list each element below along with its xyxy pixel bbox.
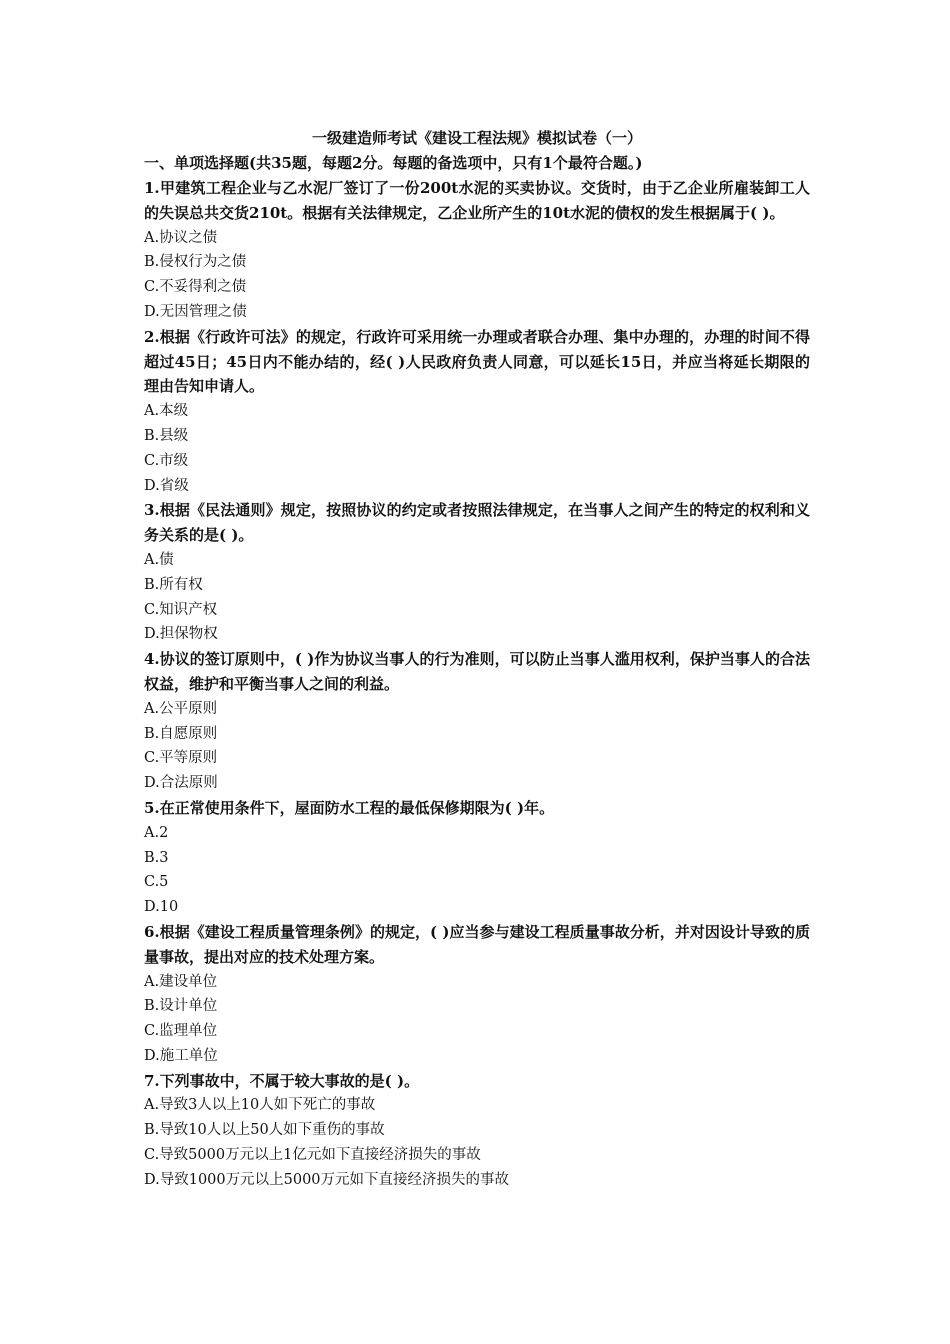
option-a: A.公平原则 — [144, 700, 218, 717]
question-stem: 6.根据《建设工程质量管理条例》的规定，( )应当参与建设工程质量事故分析，并对因设计导致的质量事故，提出对应的技术处理方案。 — [144, 922, 810, 966]
option-a: A.协议之债 — [144, 229, 218, 246]
option-b: B.所有权 — [144, 576, 203, 593]
question-stem: 1.甲建筑工程企业与乙水泥厂签订了一份200t水泥的买卖协议。交货时，由于乙企业所雇装卸工人的失误总共交货210t。根据有关法律规定，乙企业所产生的10t水泥的债权的发生根据属于( )。 — [144, 179, 810, 222]
option-d: D.10 — [144, 899, 179, 916]
option-c: C.监理单位 — [144, 1023, 218, 1040]
option-b: B.县级 — [144, 427, 189, 444]
option-c: C.5 — [144, 874, 169, 891]
option-c: C.平等原则 — [144, 750, 218, 767]
option-d: D.导致1000万元以上5000万元如下直接经济损失的事故 — [144, 1171, 510, 1188]
page-title: 一级建造师考试《建设工程法规》模拟试卷（一） — [311, 129, 642, 147]
option-c: C.不妥得利之债 — [144, 279, 247, 296]
option-d: D.省级 — [144, 477, 189, 494]
option-b: B.导致10人以上50人如下重伤的事故 — [144, 1122, 385, 1139]
question-7 — [144, 1069, 810, 1193]
section-heading: 一、单项选择题(共35题，每题2分。每题的备选项中，只有1个最符合题。) — [144, 154, 643, 172]
question-4 — [144, 647, 810, 796]
question-stem: 3.根据《民法通则》规定，按照协议的约定或者按照法律规定，在当事人之间产生的特定的权利和义务关系的是( )。 — [144, 501, 810, 545]
question-stem: 2.根据《行政许可法》的规定，行政许可采用统一办理或者联合办理、集中办理的，办理的时间不得超过45日；45日内不能办结的，经( )人民政府负责人同意，可以延长15日，并应当将延长期限的理由告知申请人。 — [144, 327, 810, 396]
option-b: B.设计单位 — [144, 998, 218, 1015]
question-stem: 5.在正常使用条件下，屋面防水工程的最低保修期限为( )年。 — [144, 798, 555, 817]
option-a: A.本级 — [144, 403, 189, 420]
option-d: D.施工单位 — [144, 1047, 218, 1064]
option-c: C.知识产权 — [144, 601, 218, 618]
option-c: C.市级 — [144, 452, 189, 469]
option-b: B.自愿原则 — [144, 725, 218, 742]
option-d: D.无因管理之债 — [144, 303, 247, 320]
document-content — [144, 126, 810, 1193]
option-a: A.导致3人以上10人如下死亡的事故 — [144, 1097, 376, 1114]
question-6 — [144, 920, 810, 1069]
option-a: A.建设单位 — [144, 973, 218, 990]
option-b: B.侵权行为之债 — [144, 254, 247, 271]
question-3 — [144, 498, 810, 647]
option-d: D.担保物权 — [144, 626, 218, 643]
option-a: A.2 — [144, 824, 169, 841]
option-b: B.3 — [144, 849, 169, 866]
option-c: C.导致5000万元以上1亿元如下直接经济损失的事故 — [144, 1147, 481, 1164]
question-1 — [144, 176, 810, 325]
question-stem: 7.下列事故中，不属于较大事故的是( )。 — [144, 1071, 420, 1090]
option-a: A.债 — [144, 551, 174, 568]
question-2 — [144, 325, 810, 499]
question-stem: 4.协议的签订原则中，( )作为协议当事人的行为准则，可以防止当事人滥用权利，保护当事人的合法权益，维护和平衡当事人之间的利益。 — [144, 650, 810, 693]
option-d: D.合法原则 — [144, 775, 218, 792]
question-5 — [144, 796, 810, 920]
